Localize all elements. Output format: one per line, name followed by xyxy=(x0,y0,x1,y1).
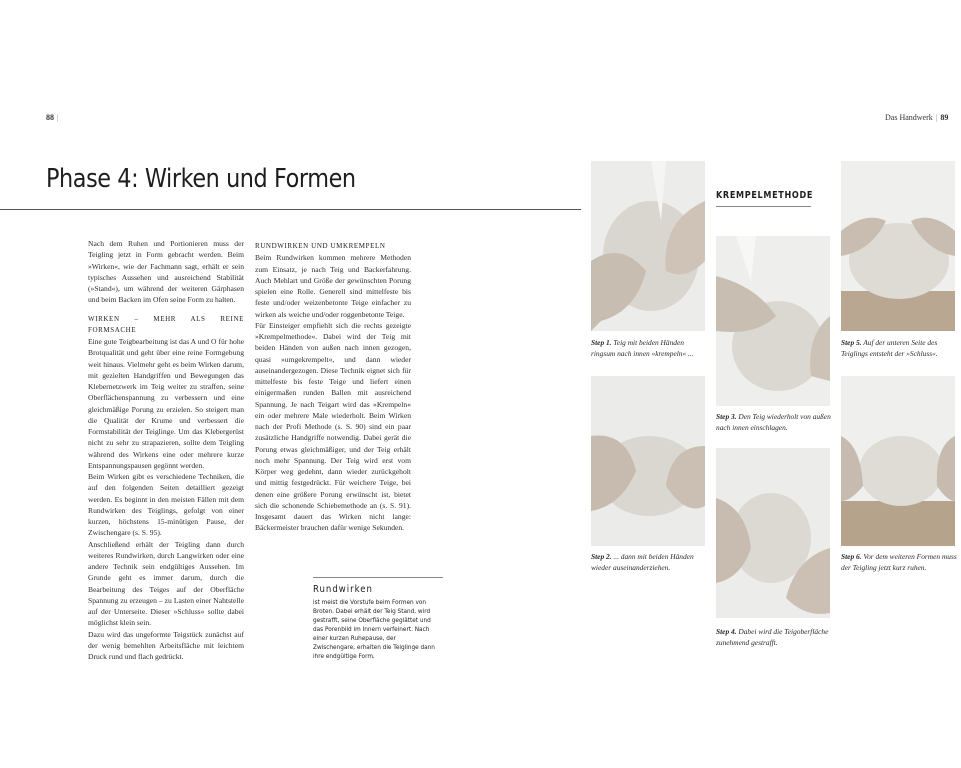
paragraph: Für Einsteiger empfiehlt sich die rechts gezeigte »Krempelmethode«. Dabei wird der Teig mit beiden Händen von außen nach innen gezogen, quasi »umgekrempelt«, und dann wieder auseinandergezogen. Diese Technik eignet sich für mittelfeste bis feste Teige und liefert einen einigermaßen runden Ballen mit ausreichend Spannung. Je nach Teigart wird das »Krempeln« ein oder mehrere Male wiederholt. Beim Wirken nach der Profi Methode (s. S. 90) sind ein paar zusätzliche Handgriffe notwendig. Dabei gerät die Porung etwas gleichmäßiger, und der Teig erhält noch mehr Spannung. Der Teig wird erst vom Körper weg gedehnt, dann wieder zurückgeholt und mittig festgedrückt. Für weichere Teige, bei denen eine größere Porung erwünscht ist, bietet sich die schonende Schiebemethode an (s. S. 91). Insgesamt dauert das Wirken nicht lange: Bäckermeister brauchen dafür wenige Sekunden. xyxy=(255,320,411,533)
step-label: Step 6. xyxy=(841,552,862,561)
dough-hands-icon xyxy=(716,236,830,406)
intro-paragraph: Nach dem Ruhen und Portionieren muss der Teigling jetzt in Form gebracht werden. Beim »Wirken«, wie der Fachmann sagt, erhält er sein typisches Aussehen und ausreichend Stabilität (»Stand«), um während der weiteren Gärphasen und beim Backen im Ofen seine Form zu halten. xyxy=(88,239,244,305)
dough-hands-photo-1 xyxy=(591,161,705,331)
info-box-title: Rundwirken xyxy=(313,584,373,595)
info-box-text: ist meist die Vorstufe beim Formen von Broten. Dabei erhält der Teig Stand, wird gestrafft, seine Oberfläche geglättet und das Porenbild im Innern verfeinert. Nach einer kurzen Ruhepause, der Zwischengare, erhalten die Teiglinge dann ihre endgültige Form. xyxy=(313,598,435,660)
dough-hands-icon xyxy=(591,376,705,546)
step-label: Step 2. xyxy=(591,552,612,561)
step-label: Step 3. xyxy=(716,412,737,421)
title-rule xyxy=(0,209,581,210)
dough-hands-photo-5 xyxy=(841,161,955,331)
info-box xyxy=(313,577,443,661)
step-text: ... dann mit beiden Händen wieder auseinanderziehen. xyxy=(591,552,694,572)
subheading-wirken: WIRKEN – MEHR ALS REINE FORMSACHE xyxy=(88,314,244,334)
step-label: Step 4. xyxy=(716,627,737,636)
step-text: Vor dem weiteren Formen muss der Teigling jetzt kurz ruhen. xyxy=(841,552,957,572)
step-1-caption xyxy=(591,337,709,359)
step-text: Den Teig wiederholt von außen nach innen einschlagen. xyxy=(716,412,831,432)
dough-hands-photo-2 xyxy=(591,376,705,546)
folio-left xyxy=(46,113,62,122)
subheading-rundwirken: RUNDWIRKEN UND UMKREMPELN xyxy=(255,242,386,250)
paragraph: Dazu wird das ungeformte Teigstück zunächst auf der wenig bemehlten Arbeitsfläche mit leichtem Druck rund und flach gedrückt. xyxy=(88,629,244,661)
text-column-2 xyxy=(255,241,411,534)
dough-hands-icon xyxy=(841,376,955,546)
step-label: Step 5. xyxy=(841,338,862,347)
folio-separator: | xyxy=(935,113,938,122)
page-number-left: 88 xyxy=(46,113,54,122)
step-label: Step 1. xyxy=(591,338,612,347)
dough-hands-photo-6 xyxy=(841,376,955,546)
folio-separator: | xyxy=(57,113,59,122)
step-3-caption xyxy=(716,411,838,433)
paragraph: Beim Rundwirken kommen mehrere Methoden zum Einsatz, je nach Teig und Backerfahrung. Auch Mehlart und Größe der gewünschten Porung spielen eine Rolle. Generell sind mittelfeste bis feste und/oder weizenbetonte Teige einfacher zu wirken als weiche und/oder roggenbetonte Teige. xyxy=(255,253,411,319)
paragraph: Beim Wirken gibt es verschiedene Techniken, die auf den folgenden Seiten detailliert gezeigt werden. Es beginnt in den meisten Fällen mit dem Rundwirken des Teiglings, gefolgt von einer kurzen, höchstens 15-minütigen Pause, der Zwischengare (s. S. 95). xyxy=(88,472,244,538)
step-text: Teig mit beiden Händen ringsum nach innen »krempeln« ... xyxy=(591,338,694,358)
step-text: Dabei wird die Teigoberfläche zunehmend gestrafft. xyxy=(716,627,829,647)
step-text: Auf der unteren Seite des Teiglings entsteht der »Schluss«. xyxy=(841,338,938,358)
folio-right xyxy=(885,113,948,122)
paragraph: Anschließend erhält der Teigling dann durch weiteres Rundwirken, durch Langwirken oder eine andere Technik sein endgültiges Aussehen. Im Grunde geht es immer darum, durch die Bearbeitung des Teiges auf der Oberfläche Spannung zu erzeugen – zu Lasten einer Nahtstelle auf der Unterseite. Dieser »Schluss« sollte dabei möglichst klein sein. xyxy=(88,539,244,628)
krempel-rule xyxy=(716,206,811,207)
krempel-heading: KREMPELMETHODE xyxy=(716,190,814,201)
step-4-caption xyxy=(716,626,838,648)
dough-hands-photo-3 xyxy=(716,236,830,406)
text-column-1 xyxy=(88,238,244,662)
page-number-right: 89 xyxy=(940,113,949,122)
dough-hands-icon xyxy=(716,448,830,618)
paragraph: Eine gute Teigbearbeitung ist das A und O für hohe Brotqualität und geht über eine reine Formgebung weit hinaus. Vielmehr geht es beim Wirken darum, mit gezielten Handgriffen und Bewegungen das Klebernetzwerk im Teig weiter zu straffen, seine Oberflächenspannung zu verbessern und eine gleichmäßige Porung zu erzielen. So steigert man die Qualität der Krume und verbessert die Formstabilität der Teiglinge. Um das Klebergerüst nicht zu sehr zu strapazieren, sollte dem Teigling während des Wirkens eine oder mehrere kurze Entspannungspausen gegönnt werden. xyxy=(88,337,244,470)
dough-hands-photo-4 xyxy=(716,448,830,618)
page-title: Phase 4: Wirken und Formen xyxy=(46,164,356,194)
step-5-caption xyxy=(841,337,959,359)
step-6-caption xyxy=(841,551,959,573)
dough-hands-icon xyxy=(841,161,955,331)
dough-hands-icon xyxy=(591,161,705,331)
section-name: Das Handwerk xyxy=(885,113,933,122)
step-2-caption xyxy=(591,551,709,573)
